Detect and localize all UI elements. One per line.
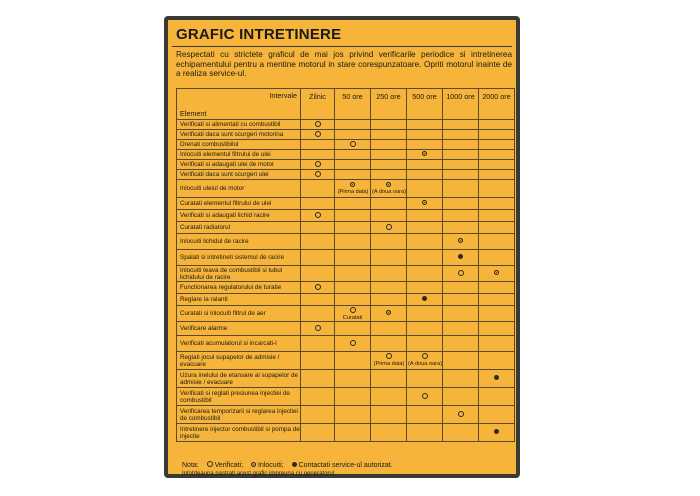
- schedule-cell: [407, 352, 443, 370]
- table-row: [177, 294, 515, 306]
- schedule-cell: [407, 234, 443, 250]
- schedule-cell: [371, 140, 407, 150]
- cell-note: (A doua oara): [408, 361, 442, 368]
- schedule-cell: [335, 424, 371, 442]
- title-divider: [172, 46, 512, 47]
- schedule-cell: [371, 150, 407, 160]
- schedule-cell: [335, 336, 371, 352]
- verify-icon: [350, 141, 356, 147]
- schedule-cell: [479, 282, 515, 294]
- verify-icon: [315, 171, 321, 177]
- row-label: Curatati si inlocuiti filtrul de aer: [177, 306, 301, 322]
- schedule-cell: [479, 306, 515, 322]
- schedule-cell: [301, 282, 335, 294]
- schedule-cell: [335, 250, 371, 266]
- schedule-cell: [443, 210, 479, 222]
- schedule-cell: [479, 210, 515, 222]
- schedule-cell: [301, 180, 335, 198]
- schedule-cell: [301, 352, 335, 370]
- schedule-cell: [335, 388, 371, 406]
- schedule-cell: [479, 222, 515, 234]
- table-row: [177, 130, 515, 140]
- row-label: Verificati si adaugati lichid racire: [177, 210, 301, 222]
- schedule-cell: [443, 198, 479, 210]
- table-row: [177, 180, 515, 198]
- verify-icon: [315, 284, 321, 290]
- replace-icon: [494, 270, 499, 275]
- cell-note: Curatati: [342, 314, 363, 321]
- schedule-cell: [479, 130, 515, 140]
- row-label: Verificati si adaugati ulei de motor: [177, 160, 301, 170]
- schedule-cell: [335, 306, 371, 322]
- schedule-cell: [443, 120, 479, 130]
- schedule-cell: [301, 388, 335, 406]
- schedule-cell: [479, 294, 515, 306]
- schedule-cell: [371, 282, 407, 294]
- intro-text: Respectati cu strictete graficul de mai jos privind verificarile periodice si intretinerea echipamentului pentru a mentine motorul in stare corespunzatoare. Opriti motorul inainte de a realiza service-ul.: [176, 50, 512, 79]
- schedule-cell: [301, 266, 335, 282]
- table-row: [177, 234, 515, 250]
- table-row: [177, 388, 515, 406]
- schedule-cell: [407, 180, 443, 198]
- schedule-cell: [335, 266, 371, 282]
- row-label: Intretinere injector combustibil si pompa de injectie: [177, 424, 301, 442]
- schedule-cell: [407, 160, 443, 170]
- schedule-cell: [301, 120, 335, 130]
- schedule-cell: [479, 424, 515, 442]
- table-row: [177, 250, 515, 266]
- verify-icon: [315, 131, 321, 137]
- row-label: Verificati daca sunt scurgeri ulei: [177, 170, 301, 180]
- table-row: [177, 352, 515, 370]
- row-label: Curatati elementul filtrului de ulei: [177, 198, 301, 210]
- row-label: Uzura inelului de etansare al supapelor de admisie / evacuare: [177, 370, 301, 388]
- table-row: [177, 140, 515, 150]
- header-col-500: 500 ore: [407, 89, 443, 120]
- replace-icon: [422, 151, 427, 156]
- schedule-cell: [335, 150, 371, 160]
- schedule-cell: [371, 120, 407, 130]
- schedule-cell: [479, 336, 515, 352]
- verify-icon: [350, 307, 356, 313]
- row-label: Verificare alarme: [177, 322, 301, 336]
- schedule-cell: [301, 306, 335, 322]
- schedule-cell: [443, 306, 479, 322]
- cell-note: (A doua oara): [372, 188, 406, 195]
- table-row: [177, 406, 515, 424]
- schedule-cell: [407, 222, 443, 234]
- verify-icon: [386, 224, 392, 230]
- schedule-cell: [479, 352, 515, 370]
- schedule-cell: [335, 140, 371, 150]
- contact-symbol-icon: [292, 462, 297, 467]
- replace-icon: [422, 200, 427, 205]
- schedule-cell: [301, 294, 335, 306]
- schedule-cell: [301, 170, 335, 180]
- schedule-cell: [407, 282, 443, 294]
- schedule-cell: [335, 222, 371, 234]
- schedule-cell: [479, 198, 515, 210]
- verify-icon: [315, 161, 321, 167]
- schedule-cell: [407, 130, 443, 140]
- row-label: Verificati si alimentati cu combustibil: [177, 120, 301, 130]
- table-row: [177, 150, 515, 160]
- header-intervale: Intervale: [269, 91, 297, 100]
- verify-icon: [315, 121, 321, 127]
- schedule-cell: [407, 198, 443, 210]
- schedule-cell: [443, 266, 479, 282]
- schedule-cell: [335, 180, 371, 198]
- schedule-cell: [371, 198, 407, 210]
- row-label: Inlocuiti lichidul de racire: [177, 234, 301, 250]
- contact-service-icon: [494, 375, 499, 380]
- schedule-cell: [407, 388, 443, 406]
- header-col-250: 250 ore: [371, 89, 407, 120]
- verify-symbol-icon: [207, 461, 213, 467]
- schedule-cell: [335, 130, 371, 140]
- row-label: Spalati si intretineti sistemul de racire: [177, 250, 301, 266]
- verify-icon: [458, 411, 464, 417]
- table-row: [177, 170, 515, 180]
- label-panel: [168, 20, 516, 477]
- row-label: Verificarea temporizarii si reglarea injectiei de combustibil: [177, 406, 301, 424]
- row-label: Drenati combustibilul: [177, 140, 301, 150]
- schedule-cell: [443, 388, 479, 406]
- table-row: [177, 306, 515, 322]
- table-header-row: [177, 89, 515, 120]
- header-col-2000: 2000 ore: [479, 89, 515, 120]
- schedule-cell: [301, 234, 335, 250]
- schedule-cell: [479, 140, 515, 150]
- schedule-cell: [335, 170, 371, 180]
- verify-icon: [350, 340, 356, 346]
- header-col-1000: 1000 ore: [443, 89, 479, 120]
- replace-symbol-icon: [251, 462, 256, 467]
- verify-icon: [422, 353, 428, 359]
- row-label: Reglare la ralanti: [177, 294, 301, 306]
- legend: [182, 461, 399, 469]
- schedule-cell: [371, 210, 407, 222]
- schedule-cell: [371, 170, 407, 180]
- schedule-cell: [479, 388, 515, 406]
- schedule-cell: [371, 266, 407, 282]
- header-col-50: 50 ore: [335, 89, 371, 120]
- schedule-cell: [407, 406, 443, 424]
- verify-icon: [458, 270, 464, 276]
- schedule-cell: [407, 210, 443, 222]
- schedule-cell: [443, 222, 479, 234]
- schedule-cell: [443, 322, 479, 336]
- table-row: [177, 120, 515, 130]
- header-col-zilnic: Zilnic: [301, 89, 335, 120]
- schedule-cell: [407, 266, 443, 282]
- schedule-cell: [371, 234, 407, 250]
- schedule-cell: [371, 406, 407, 424]
- schedule-cell: [407, 424, 443, 442]
- schedule-cell: [479, 170, 515, 180]
- schedule-cell: [443, 150, 479, 160]
- contact-service-icon: [494, 429, 499, 434]
- schedule-cell: [301, 322, 335, 336]
- footer-note: Intotdeauna pastrati acest grafic impreuna cu generatorul.: [182, 471, 336, 477]
- schedule-cell: [443, 282, 479, 294]
- schedule-cell: [479, 250, 515, 266]
- table-row: [177, 198, 515, 210]
- schedule-cell: [301, 140, 335, 150]
- schedule-cell: [479, 160, 515, 170]
- maintenance-table: [176, 88, 515, 442]
- schedule-cell: [301, 130, 335, 140]
- schedule-cell: [407, 322, 443, 336]
- table-row: [177, 370, 515, 388]
- schedule-cell: [301, 198, 335, 210]
- schedule-cell: [443, 180, 479, 198]
- schedule-cell: [407, 336, 443, 352]
- row-label: Verificati si reglati presiunea injectiei de combustibil: [177, 388, 301, 406]
- schedule-cell: [371, 222, 407, 234]
- contact-service-icon: [422, 296, 427, 301]
- legend-verify: Verificati;: [214, 462, 244, 469]
- header-element: Element: [180, 109, 207, 118]
- schedule-cell: [407, 170, 443, 180]
- schedule-cell: [335, 406, 371, 424]
- schedule-cell: [443, 160, 479, 170]
- schedule-cell: [371, 388, 407, 406]
- table-row: [177, 282, 515, 294]
- schedule-cell: [479, 234, 515, 250]
- schedule-cell: [443, 170, 479, 180]
- schedule-cell: [443, 130, 479, 140]
- row-label: Verificati daca sunt scurgeri motorina: [177, 130, 301, 140]
- header-element-cell: [177, 89, 301, 120]
- verify-icon: [315, 325, 321, 331]
- schedule-cell: [443, 424, 479, 442]
- schedule-cell: [335, 294, 371, 306]
- schedule-cell: [335, 210, 371, 222]
- schedule-cell: [371, 250, 407, 266]
- schedule-cell: [371, 424, 407, 442]
- schedule-cell: [371, 160, 407, 170]
- schedule-cell: [301, 424, 335, 442]
- row-label: Reglati jocul supapelor de admisie / evacuare: [177, 352, 301, 370]
- replace-icon: [350, 182, 355, 187]
- replace-icon: [386, 310, 391, 315]
- schedule-cell: [371, 180, 407, 198]
- table-row: [177, 322, 515, 336]
- cell-note: (Prima data): [337, 188, 369, 195]
- legend-contact: Contactati service-ul autorizat.: [298, 462, 393, 469]
- schedule-cell: [443, 352, 479, 370]
- schedule-cell: [371, 336, 407, 352]
- schedule-cell: [479, 370, 515, 388]
- schedule-cell: [407, 306, 443, 322]
- table-row: [177, 222, 515, 234]
- legend-prefix: Nota:: [182, 462, 199, 469]
- schedule-cell: [443, 336, 479, 352]
- schedule-cell: [407, 150, 443, 160]
- table-row: [177, 160, 515, 170]
- schedule-cell: [479, 180, 515, 198]
- schedule-cell: [443, 250, 479, 266]
- replace-icon: [386, 182, 391, 187]
- table-row: [177, 266, 515, 282]
- schedule-cell: [407, 250, 443, 266]
- schedule-cell: [335, 352, 371, 370]
- schedule-cell: [335, 234, 371, 250]
- schedule-cell: [479, 266, 515, 282]
- schedule-cell: [407, 370, 443, 388]
- schedule-cell: [479, 322, 515, 336]
- schedule-cell: [371, 370, 407, 388]
- row-label: Curatati radiatorul: [177, 222, 301, 234]
- row-label: Inlocuiti uleiul de motor: [177, 180, 301, 198]
- schedule-cell: [371, 322, 407, 336]
- schedule-cell: [371, 130, 407, 140]
- schedule-cell: [335, 198, 371, 210]
- schedule-cell: [443, 294, 479, 306]
- table-row: [177, 210, 515, 222]
- maintenance-label: [164, 16, 520, 478]
- schedule-cell: [335, 322, 371, 336]
- schedule-cell: [301, 222, 335, 234]
- contact-service-icon: [458, 254, 463, 259]
- schedule-cell: [335, 120, 371, 130]
- schedule-cell: [301, 250, 335, 266]
- schedule-cell: [479, 120, 515, 130]
- row-label: Inlocuiti elementul filtrului de ulei: [177, 150, 301, 160]
- schedule-cell: [301, 336, 335, 352]
- table-row: [177, 424, 515, 442]
- schedule-cell: [407, 120, 443, 130]
- schedule-cell: [371, 306, 407, 322]
- schedule-cell: [443, 234, 479, 250]
- schedule-cell: [443, 140, 479, 150]
- verify-icon: [315, 212, 321, 218]
- row-label: Functionarea regulatorului de turatie: [177, 282, 301, 294]
- verify-icon: [422, 393, 428, 399]
- schedule-cell: [301, 210, 335, 222]
- row-label: Verificati acumulatorul si incarcati-l: [177, 336, 301, 352]
- legend-replace: Inlocuiti;: [257, 462, 284, 469]
- schedule-cell: [479, 406, 515, 424]
- table-row: [177, 336, 515, 352]
- label-title: GRAFIC INTRETINERE: [176, 26, 342, 43]
- schedule-cell: [301, 370, 335, 388]
- schedule-cell: [301, 160, 335, 170]
- schedule-cell: [371, 352, 407, 370]
- schedule-cell: [407, 140, 443, 150]
- schedule-cell: [301, 406, 335, 424]
- schedule-cell: [407, 294, 443, 306]
- schedule-cell: [335, 282, 371, 294]
- cell-note: (Prima data): [373, 361, 405, 368]
- schedule-cell: [443, 370, 479, 388]
- table-body: [177, 120, 515, 442]
- schedule-cell: [479, 150, 515, 160]
- schedule-cell: [335, 160, 371, 170]
- schedule-cell: [301, 150, 335, 160]
- schedule-cell: [371, 294, 407, 306]
- schedule-cell: [443, 406, 479, 424]
- verify-icon: [386, 353, 392, 359]
- replace-icon: [458, 238, 463, 243]
- schedule-cell: [335, 370, 371, 388]
- row-label: Inlocuiti teava de combustibil si tubul lichidului de racire: [177, 266, 301, 282]
